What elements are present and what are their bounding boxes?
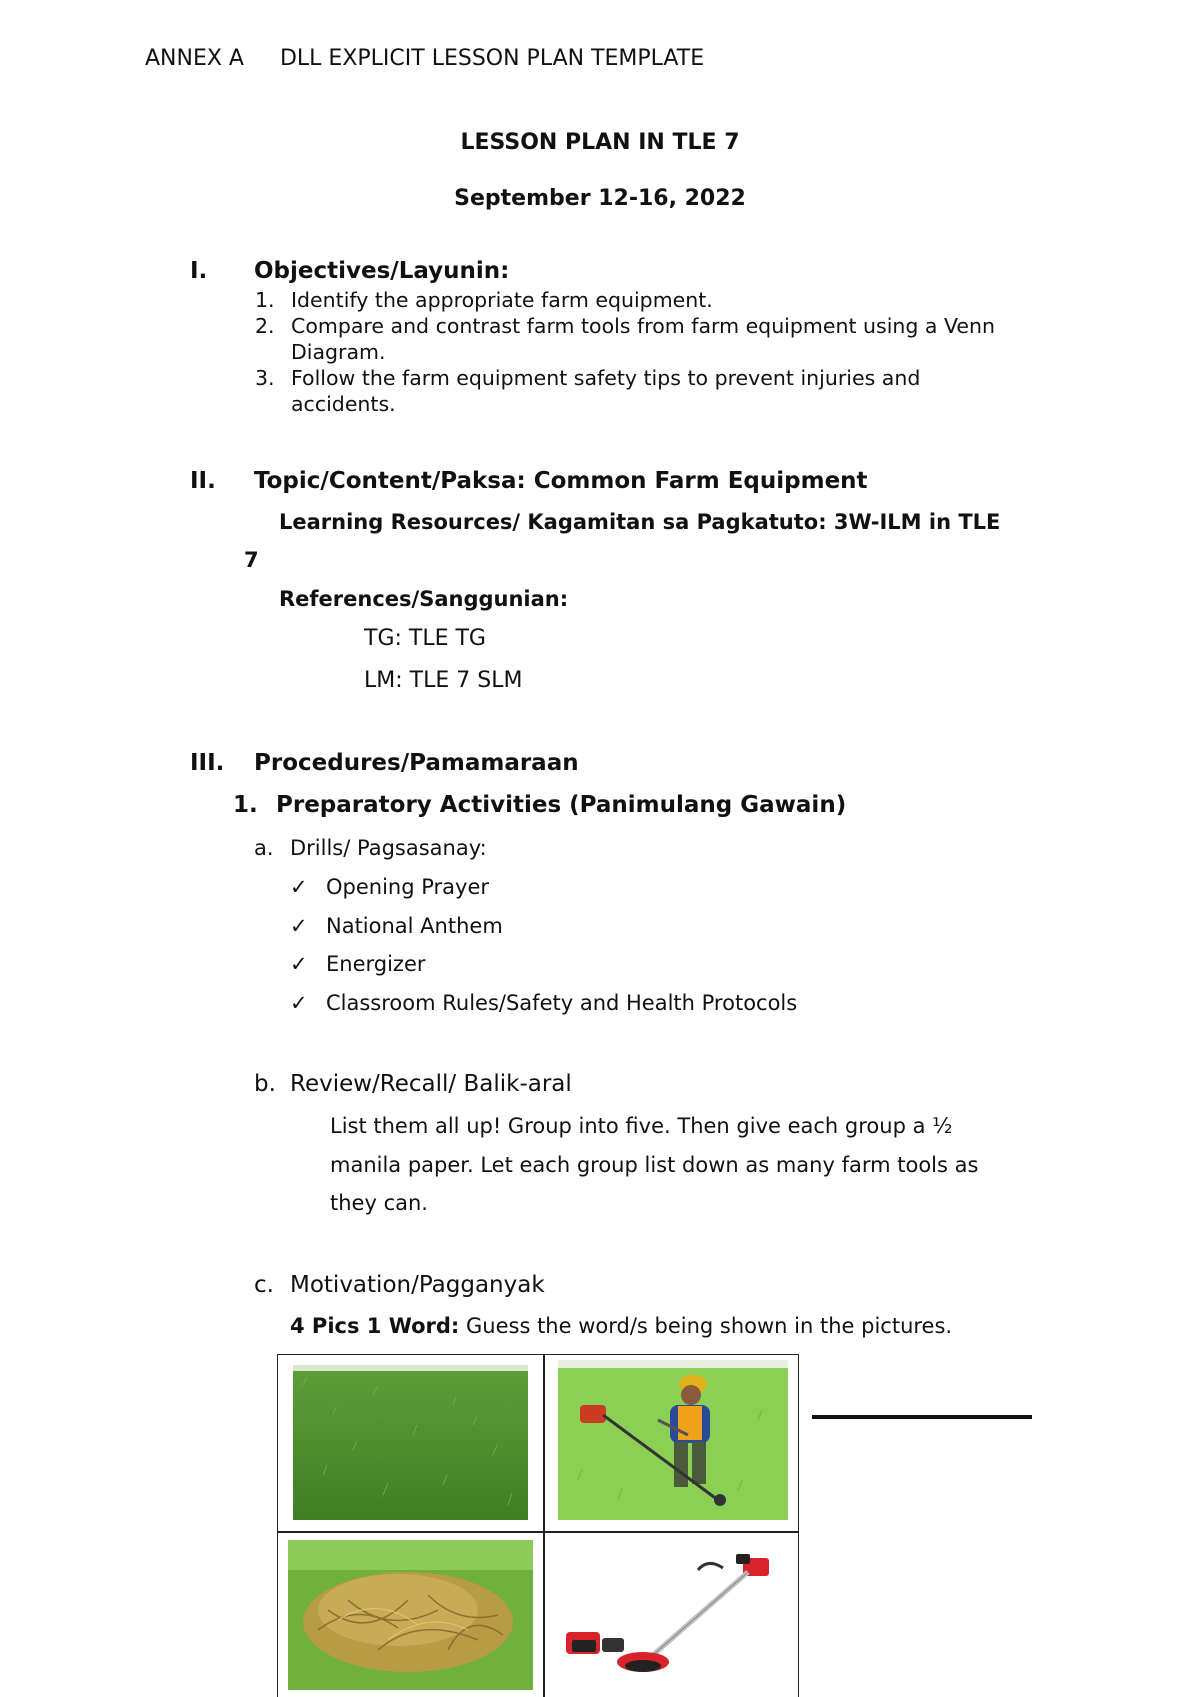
drill-item xyxy=(290,914,503,938)
drills-heading xyxy=(254,836,487,860)
objective-text: Compare and contrast farm tools from farm equipment using a Venn xyxy=(291,314,996,338)
objective-item-2 xyxy=(255,313,995,365)
annex-header xyxy=(145,46,704,71)
topic-numeral: II. xyxy=(190,468,216,494)
objectives-heading xyxy=(190,258,509,284)
objective-text-cont: accidents. xyxy=(291,392,396,416)
review-text-line: List them all up! Group into five. Then give each group a ½ xyxy=(330,1114,953,1138)
objective-number: 2. xyxy=(255,314,275,338)
annex-label: ANNEX A xyxy=(145,46,244,71)
procedures-heading xyxy=(190,750,579,776)
cut-grass-pile-picture xyxy=(288,1540,533,1690)
references-label: References/Sanggunian: xyxy=(279,587,569,611)
preparatory-title: Preparatory Activities (Panimulang Gawain) xyxy=(276,792,847,818)
review-letter: b. xyxy=(254,1071,276,1097)
topic-title: Topic/Content/Paksa: Common Farm Equipment xyxy=(254,468,868,494)
checkmark-icon: ✓ xyxy=(290,991,308,1015)
grass-cutter-worker-picture xyxy=(558,1360,788,1520)
objectives-title: Objectives/Layunin: xyxy=(254,258,510,284)
lesson-date: September 12-16, 2022 xyxy=(454,186,746,211)
drill-item-text: Energizer xyxy=(326,952,426,976)
page-title: LESSON PLAN IN TLE 7 xyxy=(460,130,740,155)
reference-tg: TG: TLE TG xyxy=(364,626,486,651)
objective-number: 3. xyxy=(255,366,275,390)
review-text-line: manila paper. Let each group list down as many farm tools as xyxy=(330,1153,979,1177)
topic-heading xyxy=(190,468,868,494)
drill-item-text: National Anthem xyxy=(326,914,503,938)
game-instruction: Guess the word/s being shown in the pictures. xyxy=(459,1314,953,1338)
answer-blank-line xyxy=(812,1415,1032,1419)
motivation-label: Motivation/Pagganyak xyxy=(290,1272,545,1298)
review-label: Review/Recall/ Balik-aral xyxy=(290,1071,572,1097)
drills-label: Drills/ Pagsasanay: xyxy=(290,836,487,860)
template-label: DLL EXPLICIT LESSON PLAN TEMPLATE xyxy=(279,46,705,71)
grass-field-picture xyxy=(293,1365,528,1520)
reference-lm: LM: TLE 7 SLM xyxy=(364,668,523,693)
review-heading xyxy=(254,1071,572,1097)
learning-resources-cont: 7 xyxy=(244,548,259,572)
procedures-title: Procedures/Pamamaraan xyxy=(254,750,579,776)
motivation-instruction xyxy=(290,1314,952,1338)
objectives-numeral: I. xyxy=(190,258,208,284)
checkmark-icon: ✓ xyxy=(290,914,308,938)
four-pics-grid xyxy=(277,1354,799,1697)
objective-item-3 xyxy=(255,365,920,417)
review-text-line: they can. xyxy=(330,1191,428,1215)
objective-item-1 xyxy=(255,287,713,313)
drills-letter: a. xyxy=(254,836,274,860)
motivation-letter: c. xyxy=(254,1272,274,1298)
objective-text: Identify the appropriate farm equipment. xyxy=(291,288,713,312)
procedures-numeral: III. xyxy=(190,750,225,776)
preparatory-number: 1. xyxy=(233,792,258,818)
checkmark-icon: ✓ xyxy=(290,952,308,976)
objective-text: Follow the farm equipment safety tips to prevent injuries and xyxy=(291,366,921,390)
grass-trimmer-picture xyxy=(558,1540,788,1690)
drill-item-text: Opening Prayer xyxy=(326,875,490,899)
drill-item-text: Classroom Rules/Safety and Health Protocols xyxy=(326,991,798,1015)
drill-item xyxy=(290,952,426,976)
drill-item xyxy=(290,991,797,1015)
objective-number: 1. xyxy=(255,288,275,312)
motivation-heading xyxy=(254,1272,545,1298)
drill-item xyxy=(290,875,489,899)
learning-resources: Learning Resources/ Kagamitan sa Pagkatuto: 3W-ILM in TLE xyxy=(279,510,1001,534)
preparatory-heading xyxy=(233,792,846,818)
game-label: 4 Pics 1 Word: xyxy=(290,1314,460,1338)
checkmark-icon: ✓ xyxy=(290,875,308,899)
objective-text-cont: Diagram. xyxy=(291,340,386,364)
